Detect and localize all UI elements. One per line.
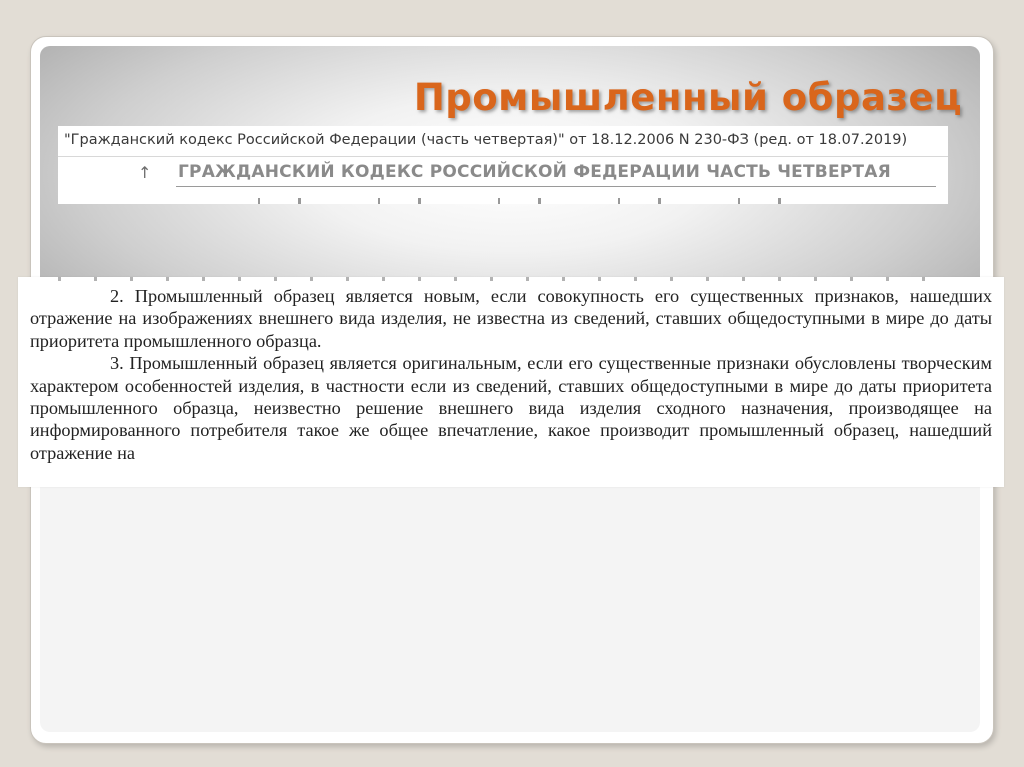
up-arrow-icon: ↑ xyxy=(138,163,152,182)
codex-reference-card xyxy=(58,126,948,204)
page-title: Промышленный образец xyxy=(413,76,962,119)
cut-text-strip xyxy=(258,198,818,204)
excerpt-text xyxy=(30,285,992,464)
excerpt-cut-line xyxy=(58,277,958,281)
codex-caption: "Гражданский кодекс Российской Федерации (часть четвертая)" от 18.12.2006 N 230-ФЗ (ред. от 18.07.2019) xyxy=(64,132,908,148)
law-excerpt xyxy=(18,277,1004,487)
codex-heading-underline xyxy=(176,186,936,187)
codex-heading: ГРАЖДАНСКИЙ КОДЕКС РОССИЙСКОЙ ФЕДЕРАЦИИ ЧАСТЬ ЧЕТВЕРТАЯ xyxy=(178,162,891,182)
excerpt-paragraph-2: 2. Промышленный образец является новым, если совокупность его существенных признаков, нашедших отражение на изображениях внешнего вида изделия, не известна из сведений, ставших общедоступными в мире до даты приоритета промышленного образца. xyxy=(30,286,992,351)
excerpt-paragraph-3: 3. Промышленный образец является оригинальным, если его существенные признаки обусловлены творческим характером особенностей изделия, в частности если из сведений, ставших общедоступными в мире до даты приоритета промышленного образца, неизвестно решение внешнего вида изделия сходного назначения, производящее на информированного потребителя такое же общее впечатление, какое производит промышленный образец, нашедший отражение на xyxy=(30,353,992,463)
codex-heading-row xyxy=(58,162,948,188)
codex-divider xyxy=(58,156,948,157)
